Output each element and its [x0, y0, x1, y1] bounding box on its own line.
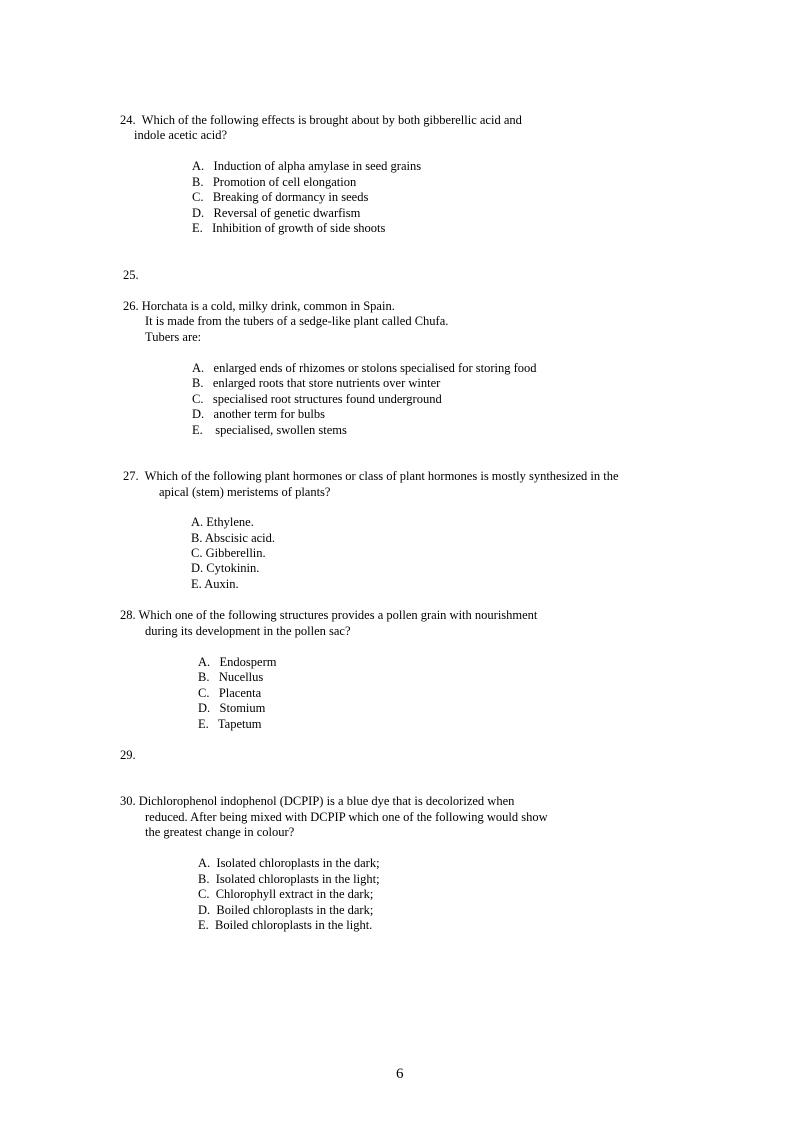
question-26-option-b: B. enlarged roots that store nutrients over winter [192, 376, 441, 390]
question-26-stem-line-3: Tubers are: [145, 330, 202, 344]
question-25-number: 25. [123, 268, 139, 282]
question-28-stem: 28. Which one of the following structures provides a pollen grain with nourishment [120, 608, 538, 622]
question-30-stem-line-2: reduced. After being mixed with DCPIP which one of the following would show [145, 810, 548, 824]
question-28-option-d: D. Stomium [198, 701, 266, 715]
question-26-option-a: A. enlarged ends of rhizomes or stolons specialised for storing food [192, 361, 537, 375]
question-24-stem: 24. Which of the following effects is brought about by both gibberellic acid and [120, 113, 522, 127]
question-24-stem-continued: indole acetic acid? [134, 128, 227, 142]
question-29-number: 29. [120, 748, 136, 762]
question-27-option-a: A. Ethylene. [191, 515, 254, 529]
question-28-option-a: A. Endosperm [198, 655, 277, 669]
question-26-option-d: D. another term for bulbs [192, 407, 325, 421]
question-28-option-e: E. Tapetum [198, 717, 262, 731]
question-30-option-a: A. Isolated chloroplasts in the dark; [198, 856, 380, 870]
question-28-option-b: B. Nucellus [198, 670, 264, 684]
question-27-option-d: D. Cytokinin. [191, 561, 260, 575]
question-24-option-c: C. Breaking of dormancy in seeds [192, 190, 369, 204]
question-27-option-b: B. Abscisic acid. [191, 531, 276, 545]
question-30-option-c: C. Chlorophyll extract in the dark; [198, 887, 374, 901]
question-26-stem: 26. Horchata is a cold, milky drink, common in Spain. [123, 299, 395, 313]
question-24-option-d: D. Reversal of genetic dwarfism [192, 206, 361, 220]
question-28-option-c: C. Placenta [198, 686, 262, 700]
question-27-option-c: C. Gibberellin. [191, 546, 266, 560]
question-30-option-b: B. Isolated chloroplasts in the light; [198, 872, 380, 886]
page-number: 6 [396, 1066, 404, 1082]
question-30-option-d: D. Boiled chloroplasts in the dark; [198, 903, 374, 917]
question-28-stem-continued: during its development in the pollen sac? [145, 624, 351, 638]
question-24-option-a: A. Induction of alpha amylase in seed grains [192, 159, 422, 173]
question-30-option-e: E. Boiled chloroplasts in the light. [198, 918, 373, 932]
question-30-stem: 30. Dichlorophenol indophenol (DCPIP) is a blue dye that is decolorized when [120, 794, 515, 808]
question-30-stem-line-3: the greatest change in colour? [145, 825, 295, 839]
question-26-option-e: E. specialised, swollen stems [192, 423, 347, 437]
question-24-option-b: B. Promotion of cell elongation [192, 175, 357, 189]
question-26-stem-line-2: It is made from the tubers of a sedge-like plant called Chufa. [145, 314, 449, 328]
question-27-stem: 27. Which of the following plant hormones or class of plant hormones is mostly synthesized in the [123, 469, 619, 483]
question-27-option-e: E. Auxin. [191, 577, 239, 591]
question-27-stem-continued: apical (stem) meristems of plants? [159, 485, 331, 499]
question-24-option-e: E. Inhibition of growth of side shoots [192, 221, 386, 235]
question-26-option-c: C. specialised root structures found underground [192, 392, 442, 406]
